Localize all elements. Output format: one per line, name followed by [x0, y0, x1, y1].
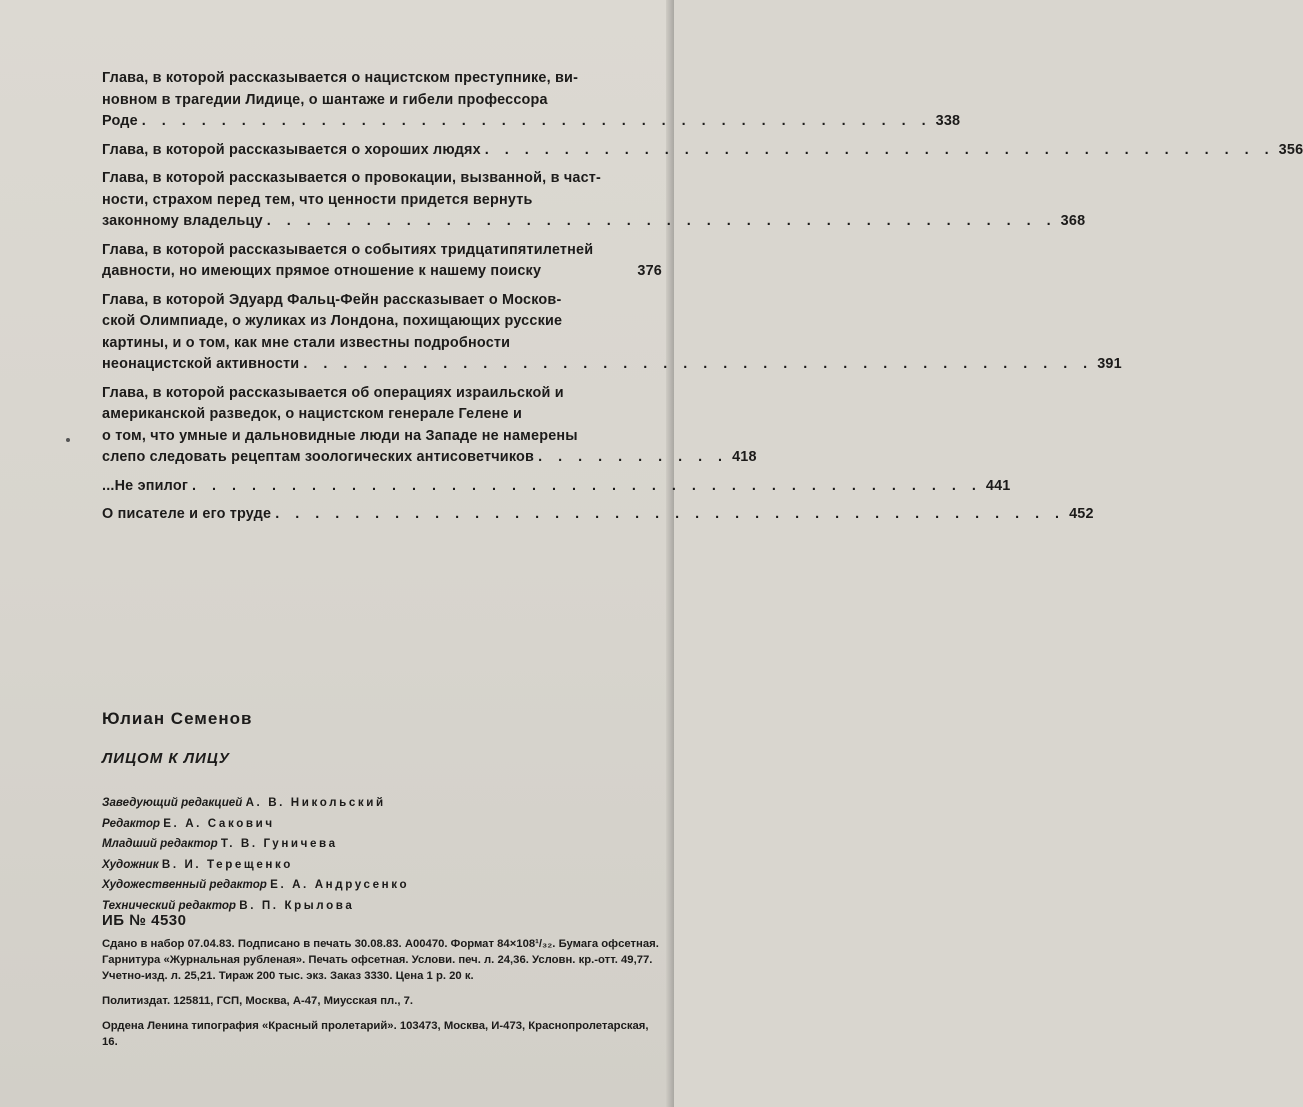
toc-entry-title: ...Не эпилог — [102, 477, 189, 494]
credit-name: Е. А. Андрусенко — [270, 878, 410, 891]
author-name: Юлиан Семенов — [102, 709, 253, 728]
toc-page-number: 338 — [935, 113, 961, 129]
margin-dot — [66, 438, 70, 442]
imprint-print-details: Сдано в набор 07.04.83. Подписано в печать 30.08.83. А00470. Формат 84×108¹/₃₂. Бумага офсетная. Гарнитура «Журнальная рубленая». Печать офсетная. Услови. печ. л. 24,36. Условн. кр.-отт. 49,77. Учетно-изд. л. 25,21. Тираж 200 тыс. экз. Заказ 3330. Цена 1 р. 20 к. — [102, 938, 659, 982]
credit-row — [102, 875, 409, 896]
toc-page-number: 391 — [1097, 356, 1122, 372]
ib-number: ИБ № 4530 — [102, 912, 187, 929]
toc-entry-line: Глава, в которой рассказывается о провокации, вызванной, в част- — [102, 170, 602, 186]
toc-entry-line: Глава, в которой рассказывается о нацистском преступнике, ви- — [102, 70, 579, 86]
table-of-contents — [102, 68, 1303, 533]
toc-entry-line: картины, и о том, как мне стали известны подробности — [102, 334, 511, 351]
toc-entry: Глава, в которой рассказывается о хороших людях . . . . . . . . . . . . . . . . . . . . . . . . . . . . . . . . . . . . . . . . 356 — [102, 140, 662, 162]
toc-entry-line: Глава, в которой рассказывается о событиях тридцатипятилетней — [102, 241, 594, 258]
credits-list — [102, 793, 409, 916]
toc-page-number: 418 — [732, 449, 757, 465]
toc-entry-title: неонацистской активности — [102, 356, 300, 372]
page-edge — [666, 0, 674, 1107]
credit-row — [102, 814, 409, 835]
toc-page-number: 368 — [1060, 213, 1086, 229]
credit-row — [102, 834, 409, 855]
toc-page-number: 452 — [1069, 506, 1094, 522]
toc-entry-line: ской Олимпиаде, о жуликах из Лондона, похищающих русские — [102, 313, 563, 329]
toc-entry-line: ности, страхом перед тем, что ценности придется вернуть — [102, 191, 533, 208]
toc-entry: Глава, в которой рассказывается о нацистском преступнике, ви- новном в трагедии Лидице, о шантаже и гибели профессора Роде . . . . . . . . . . . . . . . . . . . . . . . . . . . . . . . . . . . . . . . . 338 — [102, 68, 662, 133]
credit-role: Младший редактор — [102, 837, 218, 850]
toc-entry: О писателе и его труде . . . . . . . . . . . . . . . . . . . . . . . . . . . . . . . . . . . . . . . . 452 — [102, 504, 662, 526]
toc-page-number: 376 — [637, 263, 662, 279]
credit-role: Заведующий редакцией — [102, 796, 243, 809]
toc-entry: Глава, в которой Эдуард Фальц-Фейн рассказывает о Москов- ской Олимпиаде, о жуликах из Лондона, похищающих русские картины, и о том, как мне стали известны подробности неонацистской активности . . . . . . . . . . . . . . . . . . . . . . . . . . . . . . . . . . . . . . . . 391 — [102, 290, 662, 376]
credit-row — [102, 793, 409, 814]
imprint-printer: Ордена Ленина типография «Красный пролетарий». 103473, Москва, И-473, Краснопролетарская, 16. — [102, 1020, 649, 1048]
book-title: ЛИЦОМ К ЛИЦУ — [102, 750, 230, 767]
toc-entry-line: о том, что умные и дальновидные люди на Западе не намерены — [102, 427, 578, 444]
credit-role: Редактор — [102, 816, 160, 830]
toc-entry-title: законному владельцу — [102, 213, 263, 229]
toc-entry-line: Глава, в которой рассказывается об операциях израильской и — [102, 384, 564, 401]
toc-entry-title: Роде — [102, 113, 138, 129]
credit-name: В. П. Крылова — [239, 898, 355, 912]
toc-entry-title: давности, но имеющих прямое отношение к нашему поиску — [102, 263, 542, 279]
credit-row — [102, 855, 409, 876]
credit-role: Художник — [102, 857, 159, 871]
toc-entry-title: О писателе и его труде — [102, 506, 272, 522]
credit-name: А. В. Никольский — [245, 796, 386, 809]
toc-entry: Глава, в которой рассказывается о провокации, вызванной, в част- ности, страхом перед тем, что ценности придется вернуть законному владельцу . . . . . . . . . . . . . . . . . . . . . . . . . . . . . . . . . . . . . . . . 368 — [102, 168, 662, 233]
toc-entry-line: Глава, в которой Эдуард Фальц-Фейн рассказывает о Москов- — [102, 291, 562, 308]
credit-role: Технический редактор — [102, 898, 237, 912]
credit-name: Т. В. Гуничева — [220, 837, 338, 850]
credit-name: Е. А. Сакович — [163, 816, 275, 830]
toc-entry: Глава, в которой рассказывается об операциях израильской и американской разведок, о нацистском генерале Гелене и о том, что умные и дальновидные люди на Западе не намерены слепо следовать рецептам зоологических антисоветчиков . . . . . . . . . . 418 — [102, 383, 662, 469]
imprint-block — [102, 936, 662, 1059]
imprint-publisher: Политиздат. 125811, ГСП, Москва, А-47, Миусская пл., 7. — [102, 995, 414, 1007]
toc-entry-line: новном в трагедии Лидице, о шантаже и гибели профессора — [102, 91, 548, 108]
toc-entry-title: Глава, в которой рассказывается о хороших людях — [102, 141, 481, 158]
toc-entry-title: слепо следовать рецептам зоологических антисоветчиков — [102, 449, 535, 465]
credit-role: Художественный редактор — [102, 878, 267, 891]
toc-page-number: 441 — [985, 477, 1011, 494]
credit-name: В. И. Терещенко — [161, 857, 293, 871]
toc-entry — [102, 240, 662, 283]
toc-entry-line: американской разведок, о нацистском генерале Гелене и — [102, 406, 523, 422]
toc-entry: ...Не эпилог . . . . . . . . . . . . . . . . . . . . . . . . . . . . . . . . . . . . . . . . 441 — [102, 476, 662, 498]
toc-page-number: 356 — [1278, 141, 1303, 158]
